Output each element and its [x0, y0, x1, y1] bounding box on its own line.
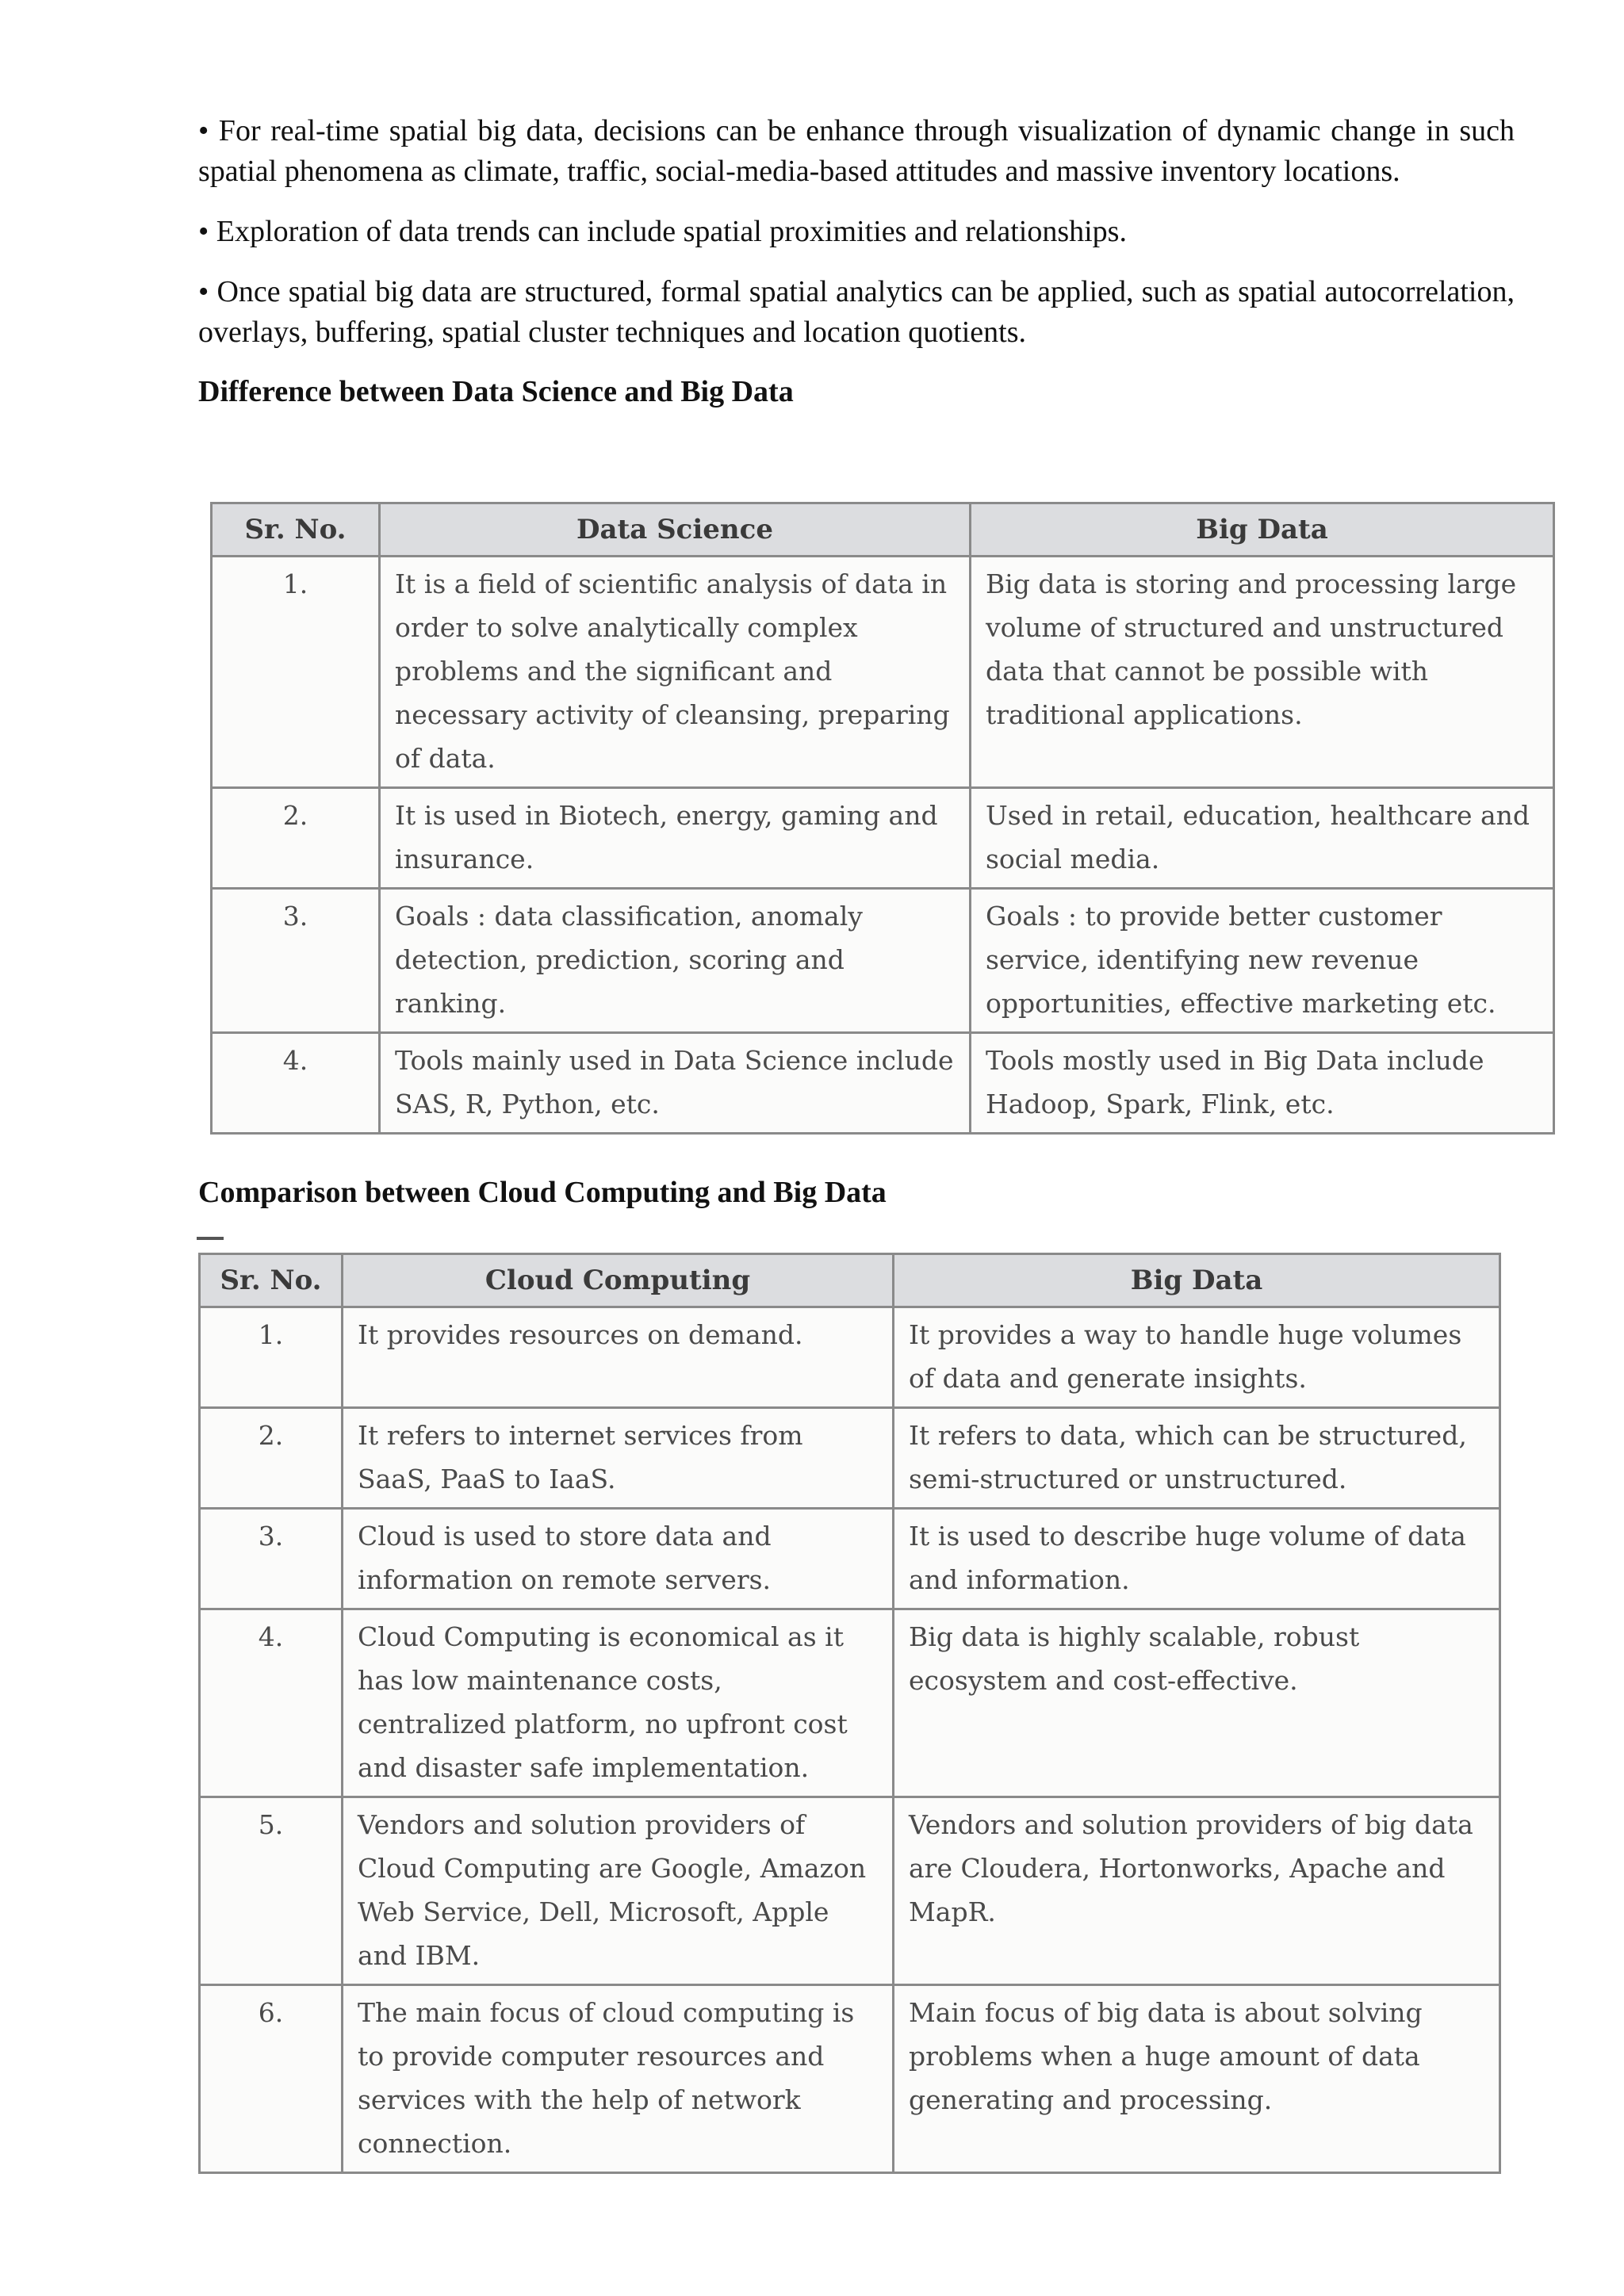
comparison-table [210, 502, 1555, 1135]
table-header-row [212, 503, 1554, 557]
table-data-science-vs-big-data [210, 502, 1555, 1135]
heading-data-science-vs-big-data: Difference between Data Science and Big Data [198, 375, 794, 408]
header-cloud-computing: Cloud Computing [343, 1254, 894, 1307]
header-sr-no: Sr. No. [200, 1254, 343, 1307]
data-science-cell: Goals : data classification, anomaly detection, prediction, scoring and ranking. [380, 889, 971, 1033]
heading-cloud-vs-big-data: Comparison between Cloud Computing and Big Data [198, 1176, 887, 1209]
sr-no-cell: 2. [200, 1408, 343, 1509]
big-data-cell: Used in retail, education, healthcare and social media. [971, 788, 1554, 889]
body-text [198, 111, 1515, 411]
sr-no-cell: 1. [200, 1307, 343, 1408]
header-big-data: Big Data [971, 503, 1554, 557]
table-row [200, 1985, 1500, 2173]
sr-no-cell: 6. [200, 1985, 343, 2173]
sr-no-cell: 3. [200, 1509, 343, 1609]
big-data-cell: It provides a way to handle huge volumes of data and generate insights. [894, 1307, 1500, 1408]
big-data-cell: Big data is highly scalable, robust ecosystem and cost-effective. [894, 1609, 1500, 1797]
header-data-science: Data Science [380, 503, 971, 557]
table-row [212, 889, 1554, 1033]
big-data-cell: It is used to describe huge volume of data and information. [894, 1509, 1500, 1609]
table-header-row [200, 1254, 1500, 1307]
big-data-cell: Big data is storing and processing large volume of structured and unstructured data that cannot be possible with traditional applications. [971, 557, 1554, 788]
big-data-cell: Vendors and solution providers of big data are Cloudera, Hortonworks, Apache and MapR. [894, 1797, 1500, 1985]
sr-no-cell: 4. [200, 1609, 343, 1797]
big-data-cell: Main focus of big data is about solving problems when a huge amount of data generating and processing. [894, 1985, 1500, 2173]
data-science-cell: It is a field of scientific analysis of data in order to solve analytically complex problems and the significant and necessary activity of cleansing, preparing of data. [380, 557, 971, 788]
sr-no-cell: 2. [212, 788, 380, 889]
table-row [200, 1509, 1500, 1609]
sr-no-cell: 3. [212, 889, 380, 1033]
table-row [200, 1307, 1500, 1408]
header-sr-no: Sr. No. [212, 503, 380, 557]
header-big-data: Big Data [894, 1254, 1500, 1307]
table-row [212, 788, 1554, 889]
sr-no-cell: 1. [212, 557, 380, 788]
cloud-computing-cell: Cloud Computing is economical as it has low maintenance costs, centralized platform, no upfront cost and disaster safe implementation. [343, 1609, 894, 1797]
table-row [200, 1609, 1500, 1797]
table-row [200, 1408, 1500, 1509]
comparison-table [198, 1253, 1501, 2174]
big-data-cell: Tools mostly used in Big Data include Hadoop, Spark, Flink, etc. [971, 1033, 1554, 1134]
big-data-cell: Goals : to provide better customer service, identifying new revenue opportunities, effective marketing etc. [971, 889, 1554, 1033]
cloud-computing-cell: Cloud is used to store data and information on remote servers. [343, 1509, 894, 1609]
sr-no-cell: 4. [212, 1033, 380, 1134]
bullet-spatial-analytics: • Once spatial big data are structured, formal spatial analytics can be applied, such as spatial autocorrelation, overlays, buffering, spatial cluster techniques and location quotients. [198, 275, 1515, 349]
bullet-data-trends: • Exploration of data trends can include spatial proximities and relationships. [198, 215, 1127, 248]
table-cloud-computing-vs-big-data [198, 1253, 1501, 2174]
cloud-computing-cell: It refers to internet services from SaaS, PaaS to IaaS. [343, 1408, 894, 1509]
big-data-cell: It refers to data, which can be structured, semi-structured or unstructured. [894, 1408, 1500, 1509]
cloud-computing-cell: It provides resources on demand. [343, 1307, 894, 1408]
data-science-cell: It is used in Biotech, energy, gaming and insurance. [380, 788, 971, 889]
cloud-computing-cell: Vendors and solution providers of Cloud Computing are Google, Amazon Web Service, Dell, Microsoft, Apple and IBM. [343, 1797, 894, 1985]
table-row [212, 1033, 1554, 1134]
table-row [212, 557, 1554, 788]
table-row [200, 1797, 1500, 1985]
scan-mark [197, 1237, 224, 1240]
bullet-realtime-spatial: • For real-time spatial big data, decisions can be enhance through visualization of dynamic change in such spatial phenomena as climate, traffic, social-media-based attitudes and massive inventory locations. [198, 114, 1515, 188]
sr-no-cell: 5. [200, 1797, 343, 1985]
data-science-cell: Tools mainly used in Data Science include SAS, R, Python, etc. [380, 1033, 971, 1134]
cloud-computing-cell: The main focus of cloud computing is to provide computer resources and services with the help of network connection. [343, 1985, 894, 2173]
